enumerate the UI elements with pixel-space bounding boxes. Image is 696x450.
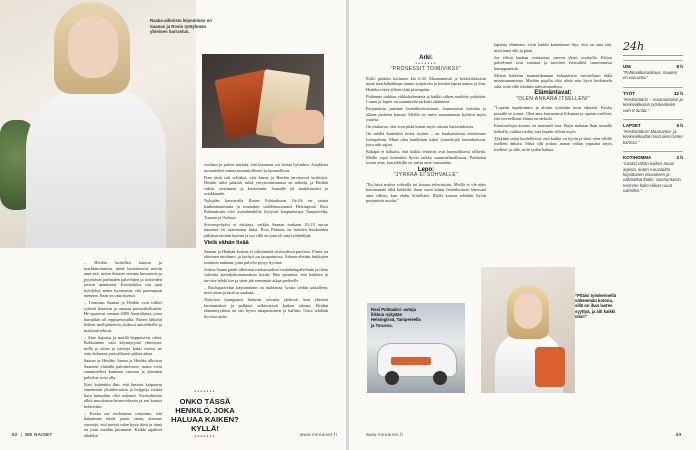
paragraph: – Ruokapalvelun käyttäminen on mahtavaa, koska tiedän tarkalleen, mitä ostan ja mitä se maksaa.	[204, 284, 328, 295]
paragraph: voidaan jo päivin näyttää, että homman voi hoitaa hyvinkin. Asiakkaat mouutteleet minua muumiollisesti ja luonnollisen.	[204, 162, 328, 173]
24h-sidebar	[623, 40, 683, 200]
article-column-3	[366, 54, 486, 205]
portrait-caption: ”Pitäisi työskennellä vähemmän kotona, sillä on ihan lasten syyttyä, ja äiti kaikki olisi!”	[575, 293, 616, 319]
pull-quote	[169, 388, 241, 442]
footer-url: www.menaiset.fi	[300, 432, 338, 437]
paragraph: Kukapa ei haluaisi, että kaikki tehtävät ovat luonnollisesti selkeitä. Meille sopii kuitenkin hyvin tarkka suunnitelmallisuus. Parhaiten toimii aina, kun kaikille on jaettu oma vastuualue.	[366, 149, 486, 165]
paragraph: Joskus Saana päätti ulkoistaa ruokaostokset ruokahalupalveluun ja tilata valmiita ateriakokonaisuuksia kotiin. Hän ymmärsi, että kaikkea ei tarvitse tehdä itse ja siten jää enemmän aikaa perheelle.	[204, 266, 328, 283]
entry-label: KOTIHOMMA	[623, 155, 652, 161]
entry-hours: 5 h	[676, 123, 683, 129]
paragraph: lapsena eläminen, eivät kaikki kuitenkaan lityt, että on aina sitä, mitä tämä ehti ja pitää.	[494, 42, 612, 53]
footer-url-right: www.menaiset.fi	[366, 432, 404, 437]
footer-left: 62 | ME NAISET	[12, 432, 53, 437]
paragraph: Perjantaisin jaamme lastenhoitovastuun, lounastaisin eräitään ja ollaan perheen kanssa. Meillä on usein sunnuntaisin kylässä myös ystäviä.	[366, 106, 486, 122]
sidebar-entry	[623, 119, 683, 145]
paragraph: Pian tästä tuli selväksi, että Saana ja Heidän tarvitsevat keskittyä. Heidän tulisi päättää, mikä yritystoiminnassa on tärkeää, ja Heidän valitsi viestinnän ja kuvioinnin. Saanalle jäi markkinointi ja asiakkuudet.	[204, 174, 328, 196]
sidebar-entry	[623, 87, 683, 113]
page-number: 63	[676, 432, 682, 437]
decorative-dots: •••••••	[194, 434, 216, 440]
paragraph: On mukavaa, että voin pitää kiinni myös omista harrastuksista.	[366, 124, 475, 129]
entry-label: TYÖT	[623, 90, 635, 96]
pull-quote-text: ONKO TÄSSÄ HENKILÖ, JOKA HALUAA KAIKEN? KYLLÄ!	[171, 397, 239, 433]
paragraph: Saaran ja Heidän: Saana ja Heidän alkoivat Saaneen yhtäällä paloitteeseen, mutta eivät suunnitelleet kummin omistaa ja yhteinen palvelus voisi olla.	[84, 358, 162, 380]
entry-label: UNI	[623, 64, 631, 69]
page-number-right	[676, 432, 682, 437]
paragraph: Nykyään kasvavalla Rosen Puhtauksien Oy:llä on sainat hankintatoiminta ja muutakin sisällöntuotantoa Helsingissä. Rosi Puhtauksien viisi avainhenkilöä löytyvät kaupunkeista Tampereelta, Turusta ja Oulusta.	[204, 198, 328, 220]
paragraph: – Aino hajoaisi ja meillä hoppuisivat rahat. Kohtaimme vain käyttäytymä yhteisesti, niillä ja sitten ja tiivistyi kaksi vuotta, ne vain kolmena ystävällisesti pitkää aikaa.	[84, 334, 162, 356]
portrait-photo	[0, 0, 196, 248]
section-title: Lepo:	[417, 166, 435, 173]
magazine-name: ME NAISET	[25, 432, 53, 437]
article-column-4	[494, 42, 612, 154]
paragraph: Kuntosaliajat kotona on normaali asia. Käyn mukaan ihan samalla hetkellä, vaikka tiedän, että lepään silloin myös.	[494, 123, 612, 134]
elamantavat-header	[494, 91, 612, 102]
paragraph: – Koska me molemmat tiesimme, että haluamme tehdä jotain omaa, olemme varmoja, että meistä tulee hyvä tiimi ja tämä on juuri meidän juttumme. Kaikki tapahtui tähdeltä.	[84, 410, 162, 438]
sidebar-entry	[623, 60, 683, 81]
24h-logo: 24h	[623, 40, 683, 56]
section-title: Elämäntavat:	[534, 90, 572, 96]
paragraph: On meillä kuitenkin tiukat rutiinit – tai kuukausittain vieteemme lomapäivän. Minä olen hankkinut kaksi työntekijää lastenhoitoon, jotta arki sujuu.	[366, 131, 486, 147]
paragraph: Nykyisin kumppanit hoitavat taloutta yhdessä, kun yhteiset kustannukset ja palkkiot selkiintyivät kaiken takana. Heidän elämäntyylinsä on siis hyvin tasapainoinen ja hallittu. Ostot tehdään hyvissä ajoin.	[204, 297, 328, 319]
paragraph: Saanan ja Henkan kotona ei välttämättä siisteydessä puolistu. Firma on yhteinen intohimo, ja kotityö on tasapainossa. Arkeen eletään tiukkojen rutiinien mukaan, jotta palvelu pysyy hyvänä.	[204, 248, 328, 265]
section-subtitle: ”JYRKKÄ EI SOHVALLE”	[393, 172, 459, 178]
paragraph: Rollo päättäsi kotimme klo 6.30. Maanantaisin ja keskiviikkoisin minä teen kahdeksan tunnin työpäivän ja hoidan lapset aamut ja iltat. Henkka tekee silloin töitä pitempään.	[366, 75, 486, 92]
car-photo	[367, 303, 465, 393]
section-title: Arki:	[419, 55, 433, 61]
entry-text: ”Pahkaaikariaskaus, muuten en saa unta.”	[623, 70, 678, 81]
entry-hours: 8 h	[676, 64, 683, 69]
left-page	[0, 0, 346, 450]
article-column-1	[84, 260, 162, 440]
entry-hours: 2 h	[676, 155, 683, 161]
article-column-2	[204, 162, 328, 321]
paragraph: Pidämme tarkkaa viikkokalenteria ja kaikki siihen merkitty pidetään. Lomat ja lapset on suunniteltu tarkasti etukäteen.	[366, 93, 486, 104]
sidebar-entry	[623, 151, 683, 193]
decorative-dots: •••••••	[415, 60, 437, 67]
section-heading: Vielä vähän lisää	[204, 240, 249, 246]
paragraph: Siivousyrityksi ei riittänyt, vaikka Saanan mukaan 10–15 euron tunnissa on vaatimaton hinta. Rosi Puhtaus on kolmen kuukauden jatkanut erittäin kasvua ja nyt sillä on pian yli sata työntekijää.	[204, 221, 328, 238]
lepo-header	[366, 168, 486, 179]
paragraph: – Heidän luokellisi kanssa ja markkinoinnista, minä luotettavasti mietin aina sitä, miten ihmiset otetaan huomioon ja pysyttävät parhaiden palvelujen ja tuotteiden tuoton ajamiseen. Esimerkiksi sen ajan hyödyksi, mutta huomaisin, että parempaan mennen. Saan on oma itsensä.	[84, 260, 162, 298]
paragraph: Jos edistä hankaa vertaustaa, meven yksin osoittelle. Paljon palvelimet ovat isäntinä ja tarvitsee erisisältöä suuremmista kumppaneista.	[494, 54, 612, 71]
paragraph: – Toimiaan Saanaa ja Heidän ovat tulleet ystäviä hetasein ja omassa parissakolkaalin. He tapasivat vuonna 2009 Australiassa, jossa kumpikin oli reppureissuilla. Nuoret lähtivät hetken mielijohteesta yhdessä autoretkelle ja matkiaat tekivät.	[84, 300, 162, 333]
paragraph: ”En hävä maksa sohvalla tai kotona televisioita. Meillä ei ole edes kotonamme tällä hetkellä. Saan vasta kiinni lastenhoitoon kanssani aina silloin, kun ehdin kiireiltäni. Illalla kotona tehdään hyvin perinteisiä asioita.”	[366, 181, 486, 203]
section-subtitle: ”OLEN ANKARA ITSELLENI”	[516, 95, 590, 102]
paragraph: Tykkään vetää huolellisesti, että kaikki on hyvin ja siksi olen välillä itselleni ankara. Ehkä silti joskus annan vähän vapautta myös itselleni ja sille, mitä sydän haluaa.	[494, 135, 612, 152]
entry-hours: 12 h	[673, 90, 683, 96]
decorative-dots: •••••••	[194, 389, 216, 395]
car-caption: Rosi Puhtaaksi -autoja liikkuu nykyään Helsingissä, Tampereella ja Turussa.	[371, 307, 421, 328]
portrait-photo-2	[481, 267, 575, 393]
section-subtitle: ”PROSESSIT TOIMIVIKSI!”	[390, 66, 462, 72]
paragraph: Meistä kaikkiin ammattikunnan kohtauksiin suositellaan ehkä minisunnuntaina. Meidän pojalla olisi uhuh niin hyvä keskustelu siitä, mitä sille tehdään tulevaisuudessa.	[494, 72, 612, 89]
paragraph: Kävi kuitenkin ilmi, että ihmiset kaipaavat ennemmin yksinkertaisia ja helppoja ruokia kuin kumpikin olisi uskonut. Sivusuhteista alkoi muodostua bisnes-ideasta ja sen kanssa kehitettiin.	[84, 381, 162, 409]
arki-header	[366, 56, 486, 73]
entry-text: ”Keskimäärin! Maanantai- ja keskiviikkoiltat minä olen lasten kanssa.”	[623, 129, 683, 145]
entry-text: ”Keskimäärin – maanantaisin ja keskiviikkoisin työskentelen vain 8 tuntia.”	[623, 96, 683, 113]
product-photo	[202, 54, 324, 148]
paragraph: ”Lopetin tupakoinnin ja aloitin syömään kuin oikeasti. Koska minulle se toimii. Olen aina harrastanut liikuntaa ja opetan itselleni, että terveellinen elämä on tärkeää.	[494, 105, 612, 121]
photo-caption: Raaka-aihioista leipominen on Saanan ja Rosin työtyhmän yhteinen harrastus.	[150, 18, 212, 35]
page-number: 62	[12, 432, 18, 437]
entry-text: ”Laskin tähän kaiken muun arjesta, kuten ruoanlaitto kirjoittanen siivouksen ja välimatkat kotiin. Sunnuntaisin teemme koko viikon ruuat valmiiksi.”	[623, 161, 681, 194]
entry-label: LAPSET	[623, 123, 641, 129]
